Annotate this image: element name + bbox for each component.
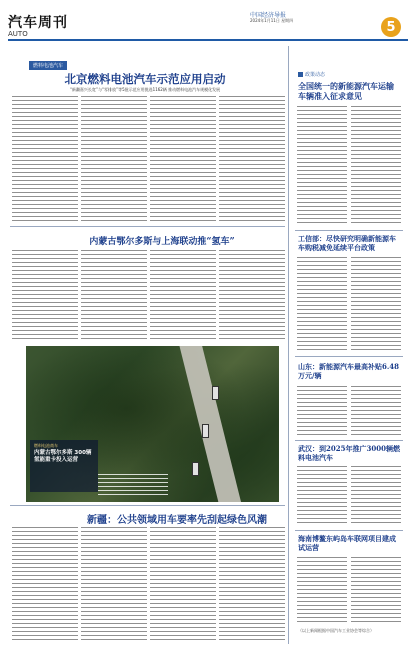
- right-item-5-col-2: [351, 557, 401, 623]
- truck-icon: [202, 424, 209, 438]
- right-item-1-headline: 全国统一的新能源汽车运输车辆准入征求意见: [298, 81, 394, 101]
- right-divider-1: [295, 230, 403, 231]
- right-section-label: 政策动态: [298, 71, 325, 78]
- mountain-road: [178, 346, 245, 502]
- right-item-4-col-1: [297, 466, 347, 526]
- section-subtitle: AUTO: [8, 30, 28, 38]
- right-item-4-col-2: [351, 466, 401, 526]
- right-item-2-col-2: [351, 257, 401, 352]
- right-item-5-col-1: [297, 557, 347, 623]
- lead-body-col-3: [150, 96, 216, 221]
- right-divider-2: [295, 356, 403, 357]
- truck-icon: [212, 386, 219, 400]
- header-rule: [8, 39, 408, 41]
- right-item-5-headline: 海南博鳌东屿岛车联网项目建成试运营: [298, 534, 396, 552]
- bottom-body-col-4: [219, 527, 285, 642]
- right-divider-4: [295, 530, 403, 531]
- bottom-headline: 新疆：公共领域用车要率先刮起绿色风潮: [87, 515, 267, 526]
- bottom-body-col-2: [81, 527, 147, 642]
- right-footer-note: （以上新闻根据中国汽车工业协会等综合）: [298, 628, 374, 633]
- second-body-col-3: [150, 250, 216, 342]
- lead-deck: “新疆嘉兴长宽”与“零排放”等5批示范应用挑选1162辆 推动燃料电池汽车规模化发展: [69, 87, 221, 92]
- column-divider: [288, 46, 289, 644]
- right-item-3-col-2: [351, 386, 401, 436]
- photo-caption-body: [98, 474, 168, 496]
- lead-body-col-1: [12, 96, 78, 221]
- square-icon: [298, 72, 303, 77]
- photo-kicker: 燃料电池商车: [34, 443, 58, 448]
- right-item-3-headline: 山东：新能源汽车最高补贴6.48万元/辆: [298, 362, 400, 380]
- right-divider-3: [295, 440, 403, 441]
- bottom-body-col-3: [150, 527, 216, 642]
- bottom-divider: [10, 505, 285, 506]
- second-body-col-4: [219, 250, 285, 342]
- right-item-1-col-2: [351, 106, 401, 226]
- photo-title: 内蒙古鄂尔多斯 300辆氢能重卡投入运营: [34, 450, 92, 463]
- lead-body-col-4: [219, 96, 285, 221]
- right-item-1-col-1: [297, 106, 347, 226]
- truck-photo: [26, 346, 279, 502]
- truck-icon: [192, 462, 199, 476]
- right-item-2-headline: 工信部：尽快研究明确新能源车车购税减免延续平台政策: [298, 234, 396, 252]
- lead-headline: 北京燃料电池汽车示范应用启动: [64, 72, 226, 86]
- page-number-badge: 5: [381, 17, 401, 37]
- bottom-body-col-1: [12, 527, 78, 642]
- lead-divider: [10, 226, 285, 227]
- lead-body-col-2: [81, 96, 147, 221]
- right-item-3-col-1: [297, 386, 347, 436]
- section-title: 汽车周刊: [8, 15, 68, 31]
- second-body-col-1: [12, 250, 78, 342]
- right-item-4-headline: 武汉：到2025年推广3000辆燃料电池汽车: [298, 444, 400, 462]
- second-headline: 内蒙古鄂尔多斯与上海联动推“氢车”: [89, 237, 235, 247]
- lead-badge: 燃料电池汽车: [29, 61, 67, 70]
- second-body-col-2: [81, 250, 147, 342]
- masthead: 中国经济导报: [250, 12, 287, 19]
- dateline: 2024年1月11日 星期四: [250, 18, 294, 23]
- right-item-2-col-1: [297, 257, 347, 352]
